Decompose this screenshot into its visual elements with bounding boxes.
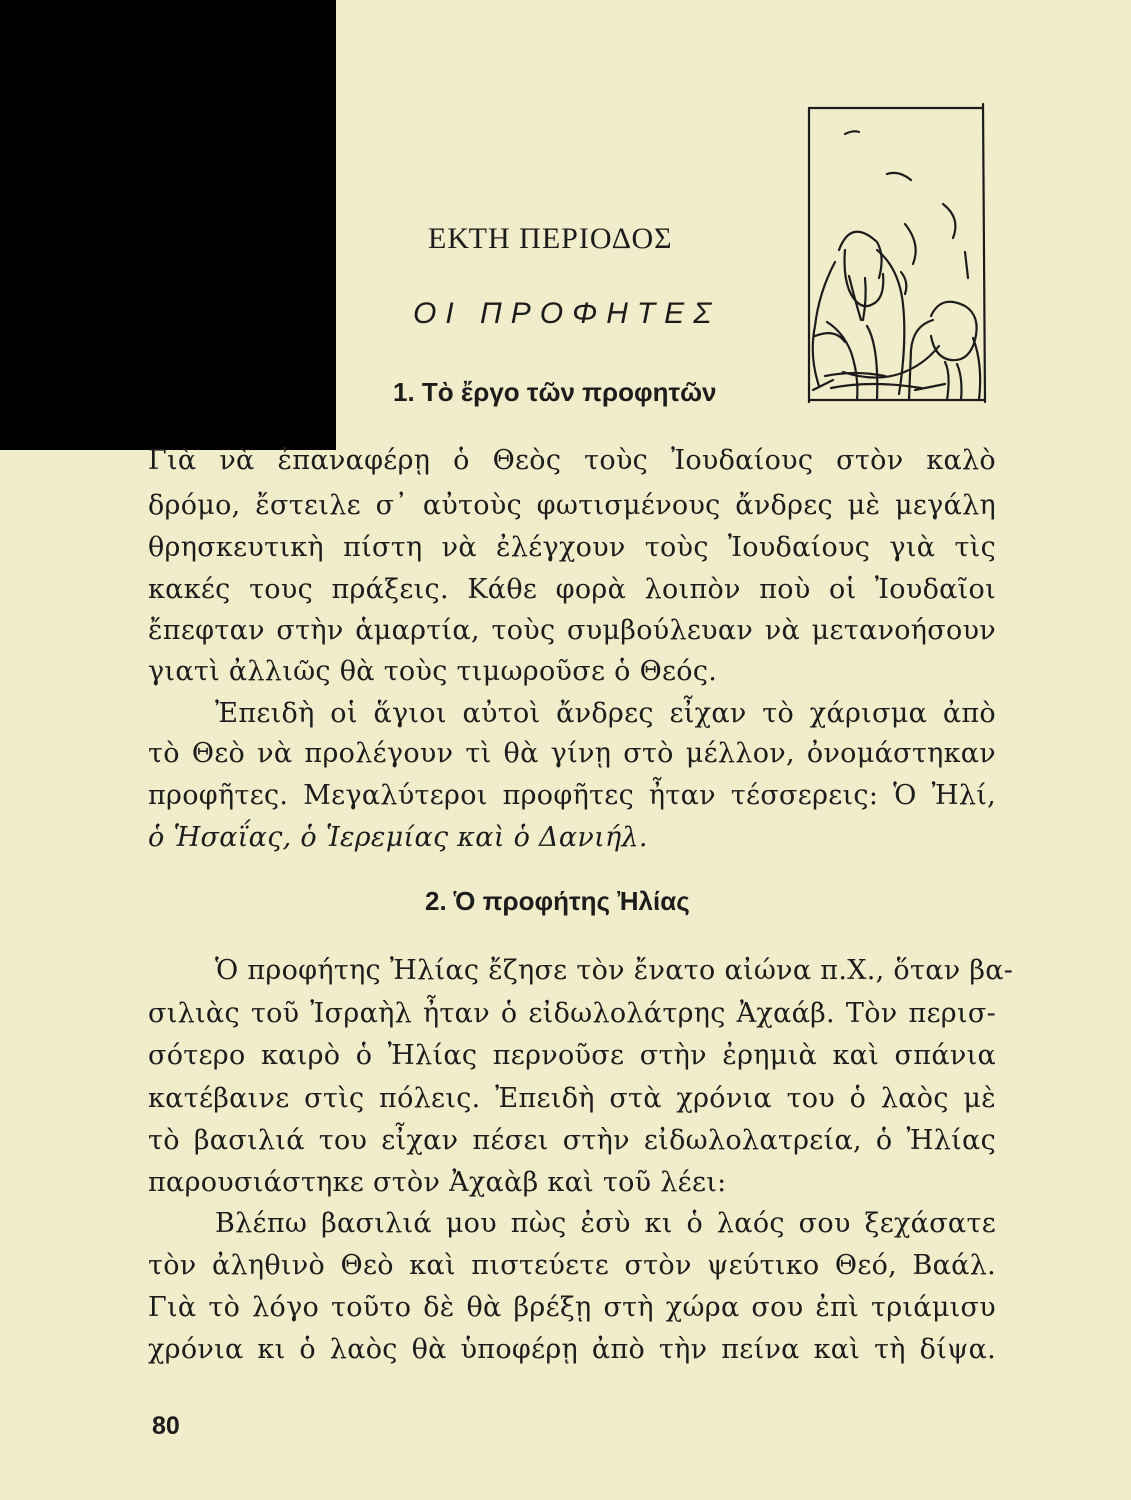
section-heading-2: 2. Ὁ προφήτης Ἠλίας — [425, 886, 690, 916]
paragraph-line: παρουσιάστηκε στὸν Ἀχαὰβ καὶ τοῦ λέει: — [148, 1167, 727, 1198]
paragraph-line: Βλέπω βασιλιά μου πὼς ἐσὺ κι ὁ λαός σου ξεχάσατε — [215, 1208, 996, 1239]
paragraph-line: δρόμο, ἔστειλε σ᾿ αὐτοὺς φωτισμένους ἄνδρες μὲ μεγάλη — [148, 490, 996, 521]
section-heading-1: 1. Τὸ ἔργο τῶν προφητῶν — [393, 377, 717, 407]
paragraph-line: ἔπεφταν στὴν ἁμαρτία, τοὺς συμβούλευαν νὰ μετανοήσουν — [148, 615, 996, 646]
prophets-illustration — [805, 100, 995, 405]
paragraph-line: θρησκευτικὴ πίστη νὰ ἐλέγχουν τοὺς Ἰουδαίους γιὰ τὶς — [148, 532, 996, 563]
paragraph-line: Γιὰ τὸ λόγο τοῦτο δὲ θὰ βρέξῃ στὴ χώρα σου ἐπὶ τριάμισυ — [148, 1292, 996, 1323]
paragraph-line: κακές τους πράξεις. Κάθε φορὰ λοιπὸν ποὺ οἱ Ἰουδαῖοι — [148, 574, 996, 605]
paragraph-line: χρόνια κι ὁ λαὸς θὰ ὑποφέρῃ ἀπὸ τὴν πείνα καὶ τὴ δίψα. — [148, 1334, 996, 1365]
paragraph-line: σότερο καιρὸ ὁ Ἠλίας περνοῦσε στὴν ἐρημιὰ καὶ σπάνια — [148, 1040, 996, 1071]
paragraph-line: σιλιὰς τοῦ Ἰσραὴλ ἦταν ὁ εἰδωλολάτρης Ἀχαάβ. Τὸν περισ- — [148, 998, 996, 1029]
redaction-block — [0, 0, 336, 450]
chapter-title: ΟΙ ΠΡΟΦΗΤΕΣ — [413, 297, 721, 330]
paragraph-line: Ὁ προφήτης Ἠλίας ἔζησε τὸν ἔνατο αἰώνα π.Χ., ὅταν βα- — [215, 955, 1014, 986]
paragraph-line: κατέβαινε στὶς πόλεις. Ἐπειδὴ στὰ χρόνια του ὁ λαὸς μὲ — [148, 1083, 996, 1114]
page-number: 80 — [152, 1412, 180, 1440]
paragraph-line: προφῆτες. Μεγαλύτεροι προφῆτες ἦταν τέσσερεις: Ὁ Ἠλί, — [148, 780, 996, 811]
paragraph-line: Ἐπειδὴ οἱ ἅγιοι αὐτοὶ ἄνδρες εἶχαν τὸ χάρισμα ἀπὸ — [215, 698, 996, 729]
paragraph-line: τὸ βασιλιά του εἶχαν πέσει στὴν εἰδωλολατρεία, ὁ Ἠλίας — [148, 1125, 996, 1156]
paragraph-line: τὸ Θεὸ νὰ προλέγουν τὶ θὰ γίνῃ στὸ μέλλον, ὀνομάστηκαν — [148, 738, 996, 769]
paragraph-line: γιατὶ ἀλλιῶς θὰ τοὺς τιμωροῦσε ὁ Θεός. — [148, 656, 718, 687]
paragraph-line: τὸν ἀληθινὸ Θεὸ καὶ πιστεύετε στὸν ψεύτικο Θεό, Βαάλ. — [148, 1250, 996, 1281]
period-heading: ΕΚΤΗ ΠΕΡΙΟΔΟΣ — [428, 222, 673, 255]
paragraph-line: ὁ Ἡσαΐας, ὁ Ἱερεμίας καὶ ὁ Δανιήλ. — [148, 822, 648, 853]
paragraph-line: Γιὰ νὰ ἐπαναφέρῃ ὁ Θεὸς τοὺς Ἰουδαίους στὸν καλὸ — [148, 445, 996, 476]
